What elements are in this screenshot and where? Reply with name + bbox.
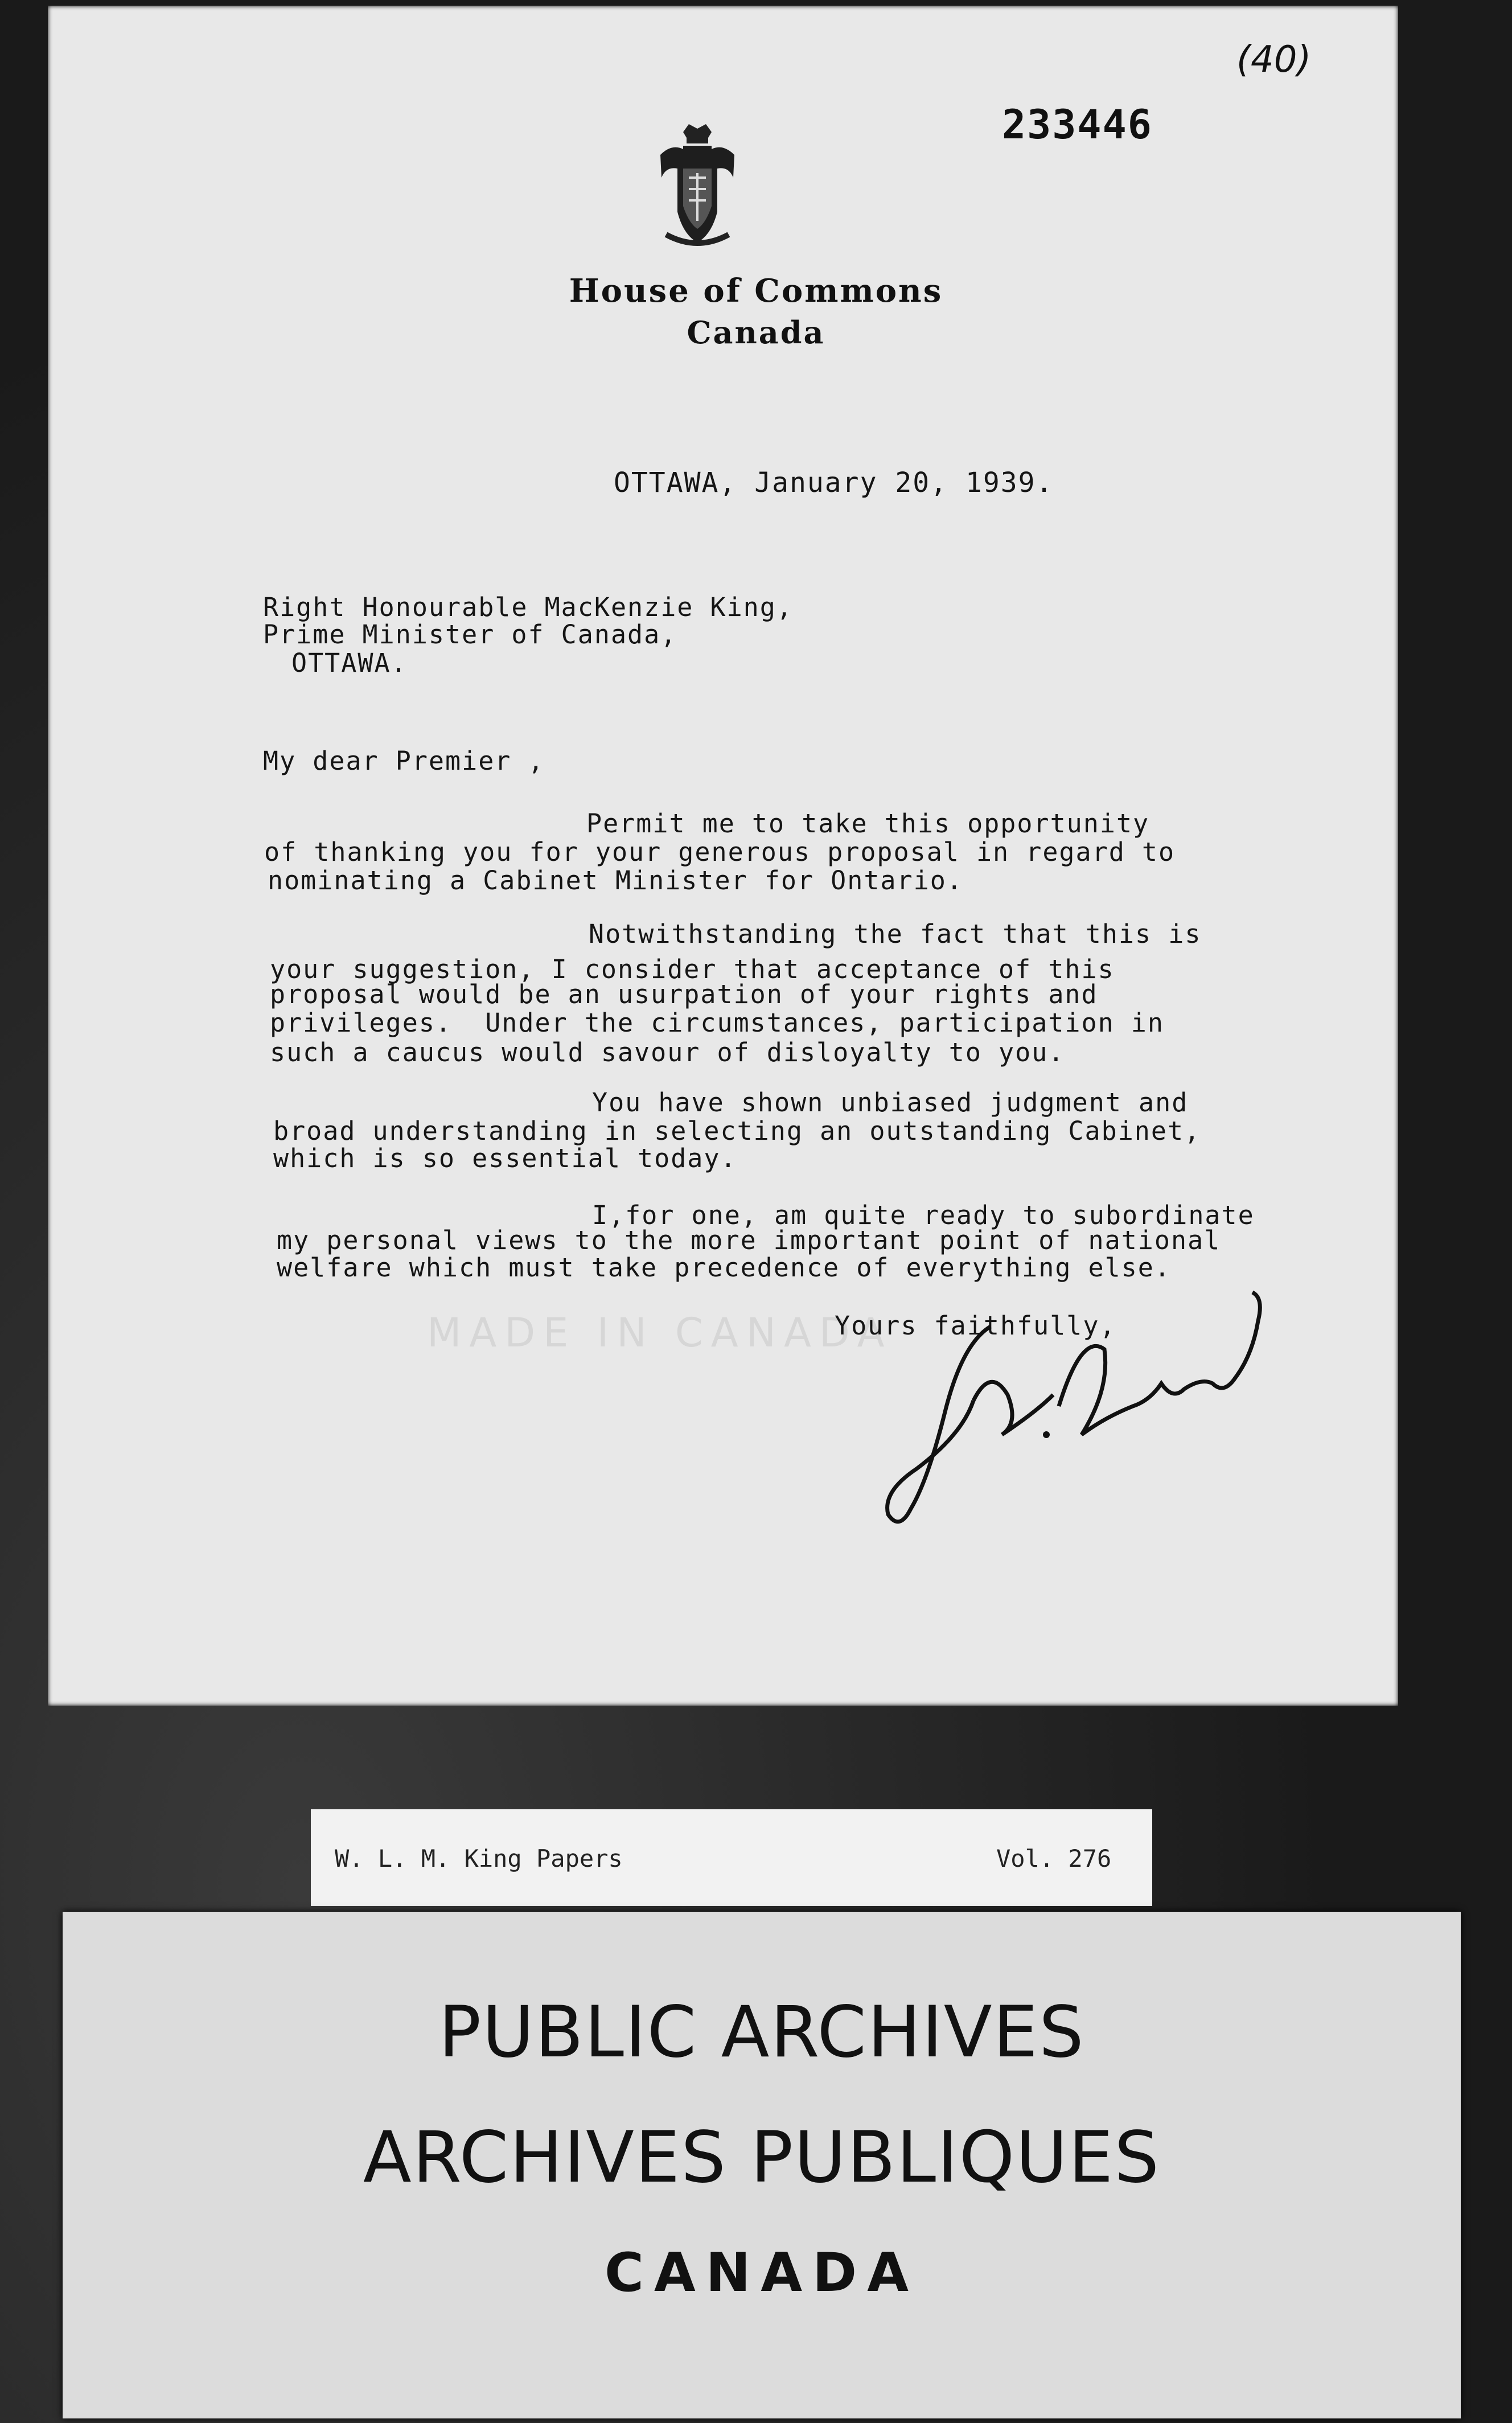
archive-country: CANADA	[605, 2242, 919, 2304]
body-line: welfare which must take precedence of everything else.	[277, 1252, 1171, 1283]
address-line: Right Honourable MacKenzie King,	[263, 592, 793, 622]
archive-title-fr: ARCHIVES PUBLIQUES	[363, 2117, 1161, 2199]
page-annotation: (40)	[1236, 39, 1312, 81]
salutation: My dear Premier ,	[263, 746, 545, 776]
collection-label	[311, 1809, 1152, 1906]
address-line: OTTAWA.	[291, 648, 408, 678]
letterhead-title: House of Commons	[569, 272, 943, 310]
body-line: Permit me to take this opportunity	[586, 808, 1150, 839]
body-line: such a caucus would savour of disloyalty to you.	[270, 1037, 1065, 1067]
body-line: privileges. Under the circumstances, participation in	[270, 1008, 1164, 1038]
body-line: nominating a Cabinet Minister for Ontario.	[268, 865, 963, 896]
body-line: I,for one, am quite ready to subordinate	[592, 1200, 1255, 1230]
body-line: your suggestion, I consider that acceptance of this	[270, 954, 1115, 984]
archive-stamp-card	[63, 1912, 1461, 2418]
body-line: my personal views to the more important point of national	[277, 1225, 1221, 1255]
closing: Yours faithfully,	[835, 1311, 1116, 1341]
document-number: 233446	[1002, 101, 1153, 148]
body-line: of thanking you for your generous proposal in regard to	[264, 837, 1176, 867]
archive-title-en: PUBLIC ARCHIVES	[438, 1991, 1085, 2073]
body-line: proposal would be an usurpation of your rights and	[270, 979, 1098, 1009]
body-line: Notwithstanding the fact that this is	[589, 919, 1202, 949]
volume-number: Vol. 276	[996, 1845, 1112, 1872]
dateline: OTTAWA, January 20, 1939.	[614, 467, 1054, 499]
body-line: which is so essential today.	[273, 1143, 737, 1173]
paper-watermark: MADE IN CANADA	[427, 1309, 893, 1356]
signature-icon	[865, 1264, 1275, 1560]
coat-of-arms-icon	[649, 121, 746, 252]
body-line: broad understanding in selecting an outstanding Cabinet,	[273, 1116, 1201, 1146]
collection-name: W. L. M. King Papers	[335, 1845, 623, 1872]
address-line: Prime Minister of Canada,	[263, 619, 677, 650]
body-line: You have shown unbiased judgment and	[592, 1087, 1189, 1118]
letterhead-subtitle: Canada	[687, 314, 825, 351]
